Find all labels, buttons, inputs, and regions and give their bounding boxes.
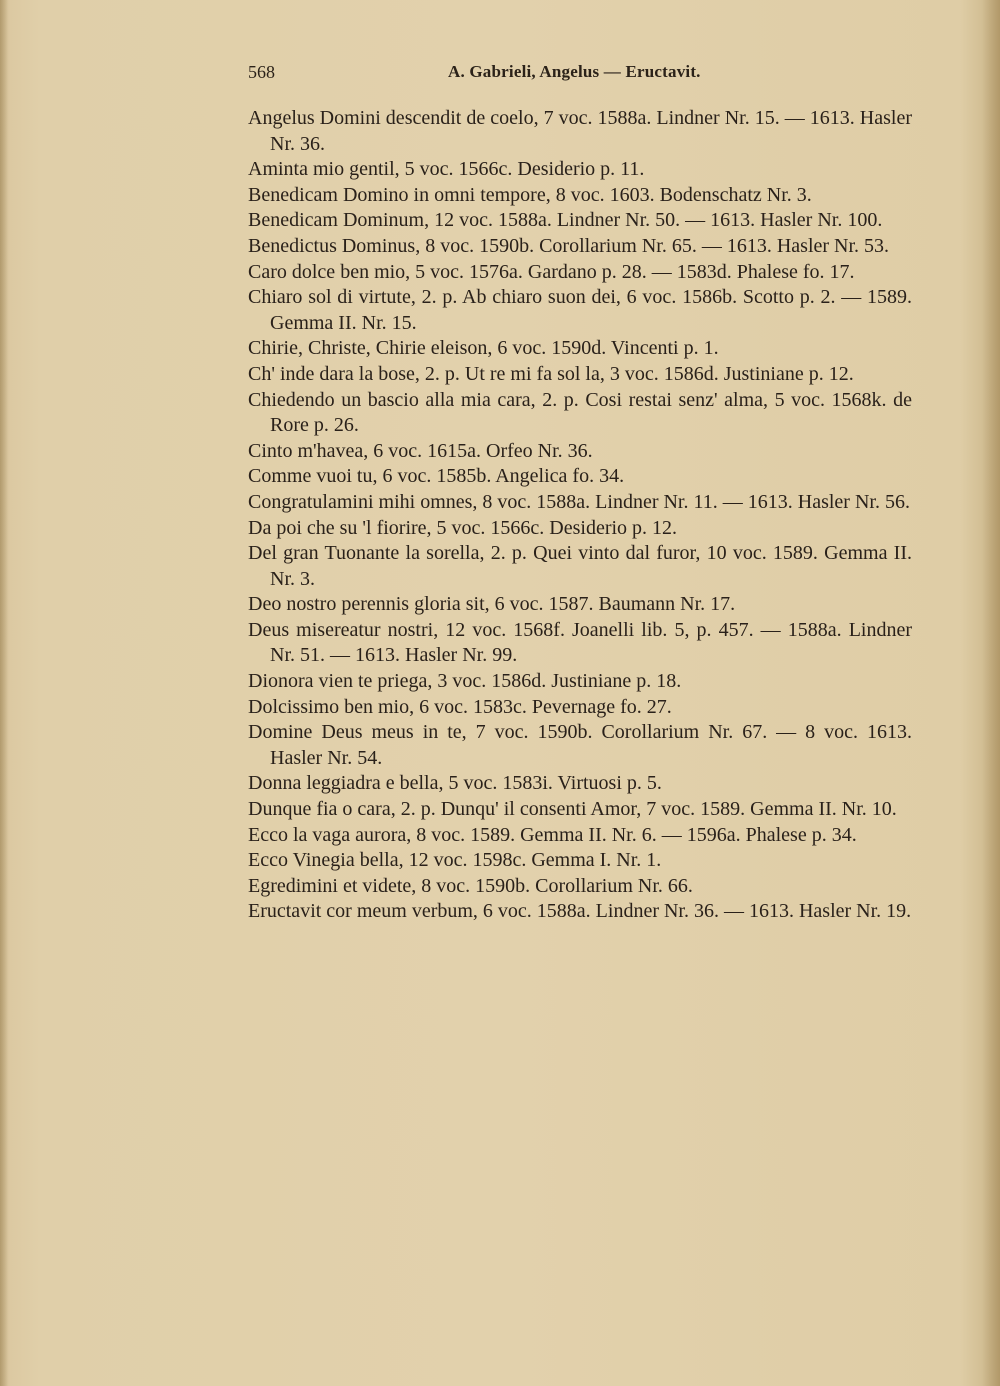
- catalogue-entry: Dunque fia o cara, 2. p. Dunqu' il consenti Amor, 7 voc. 1589. Gemma II. Nr. 10.: [248, 798, 897, 821]
- catalogue-entry: Chiaro sol di virtute, 2. p. Ab chiaro suon dei, 6 voc. 1586b. Scotto p. 2. — 1589. Gemma II. Nr. 15.: [248, 286, 912, 334]
- catalogue-entry: Dolcissimo ben mio, 6 voc. 1583c. Pevernage fo. 27.: [248, 695, 672, 718]
- catalogue-entry: Dionora vien te priega, 3 voc. 1586d. Justiniane p. 18.: [248, 670, 682, 693]
- catalogue-entry: Benedicam Domino in omni tempore, 8 voc. 1603. Bodenschatz Nr. 3.: [248, 183, 812, 206]
- catalogue-entry: Deus misereatur nostri, 12 voc. 1568f. Joanelli lib. 5, p. 457. — 1588a. Lindner Nr. 51. — 1613. Hasler Nr. 99.: [248, 618, 912, 667]
- catalogue-entry: Del gran Tuonante la sorella, 2. p. Quei vinto dal furor, 10 voc. 1589. Gemma II. Nr. 3.: [248, 542, 912, 590]
- running-title: A. Gabrieli, Angelus — Eructavit.: [448, 62, 701, 81]
- catalogue-entry: Domine Deus meus in te, 7 voc. 1590b. Corollarium Nr. 67. — 8 voc. 1613. Hasler Nr. 54.: [248, 721, 912, 769]
- catalogue-entry: Deo nostro perennis gloria sit, 6 voc. 1587. Baumann Nr. 17.: [248, 593, 736, 616]
- catalogue-entry: Cinto m'havea, 6 voc. 1615a. Orfeo Nr. 36.: [248, 439, 593, 462]
- catalogue-entry: Egredimini et videte, 8 voc. 1590b. Corollarium Nr. 66.: [248, 874, 693, 897]
- catalogue-entry: Benedictus Dominus, 8 voc. 1590b. Corollarium Nr. 65. — 1613. Hasler Nr. 53.: [248, 234, 890, 257]
- catalogue-entry: Chirie, Christe, Chirie eleison, 6 voc. 1590d. Vincenti p. 1.: [248, 337, 719, 360]
- catalogue-entry: Comme vuoi tu, 6 voc. 1585b. Angelica fo. 34.: [248, 465, 625, 488]
- running-header: [248, 62, 908, 86]
- page-number: 568: [248, 62, 275, 82]
- catalogue-entry: Ecco la vaga aurora, 8 voc. 1589. Gemma II. Nr. 6. — 1596a. Phalese p. 34.: [248, 823, 857, 846]
- catalogue-entry: Ecco Vinegia bella, 12 voc. 1598c. Gemma I. Nr. 1.: [248, 849, 662, 872]
- catalogue-entry: Da poi che su 'l fiorire, 5 voc. 1566c. Desiderio p. 12.: [248, 516, 678, 539]
- catalogue-entry: Angelus Domini descendit de coelo, 7 voc. 1588a. Lindner Nr. 15. — 1613. Hasler Nr. 36.: [248, 107, 912, 155]
- catalogue-entry: Chiedendo un bascio alla mia cara, 2. p. Cosi restai senz' alma, 5 voc. 1568k. de Rore p. 26.: [248, 388, 912, 437]
- catalogue-entry: Caro dolce ben mio, 5 voc. 1576a. Gardano p. 28. — 1583d. Phalese fo. 17.: [248, 260, 855, 283]
- catalogue-entry: Congratulamini mihi omnes, 8 voc. 1588a. Lindner Nr. 11. — 1613. Hasler Nr. 56.: [248, 490, 910, 513]
- catalogue-entry: Donna leggiadra e bella, 5 voc. 1583i. Virtuosi p. 5.: [248, 772, 662, 795]
- catalogue-entry: Eructavit cor meum verbum, 6 voc. 1588a. Lindner Nr. 36. — 1613. Hasler Nr. 19.: [248, 900, 912, 923]
- catalogue-entry: Benedicam Dominum, 12 voc. 1588a. Lindner Nr. 50. — 1613. Hasler Nr. 100.: [248, 209, 883, 232]
- page-right-shadow: [982, 0, 1000, 1386]
- catalogue-entry: Aminta mio gentil, 5 voc. 1566c. Desiderio p. 11.: [248, 158, 645, 181]
- catalogue-entry: Ch' inde dara la bose, 2. p. Ut re mi fa sol la, 3 voc. 1586d. Justiniane p. 12.: [248, 362, 854, 385]
- page-left-shadow: [0, 0, 8, 1386]
- catalogue-entries: [248, 106, 912, 925]
